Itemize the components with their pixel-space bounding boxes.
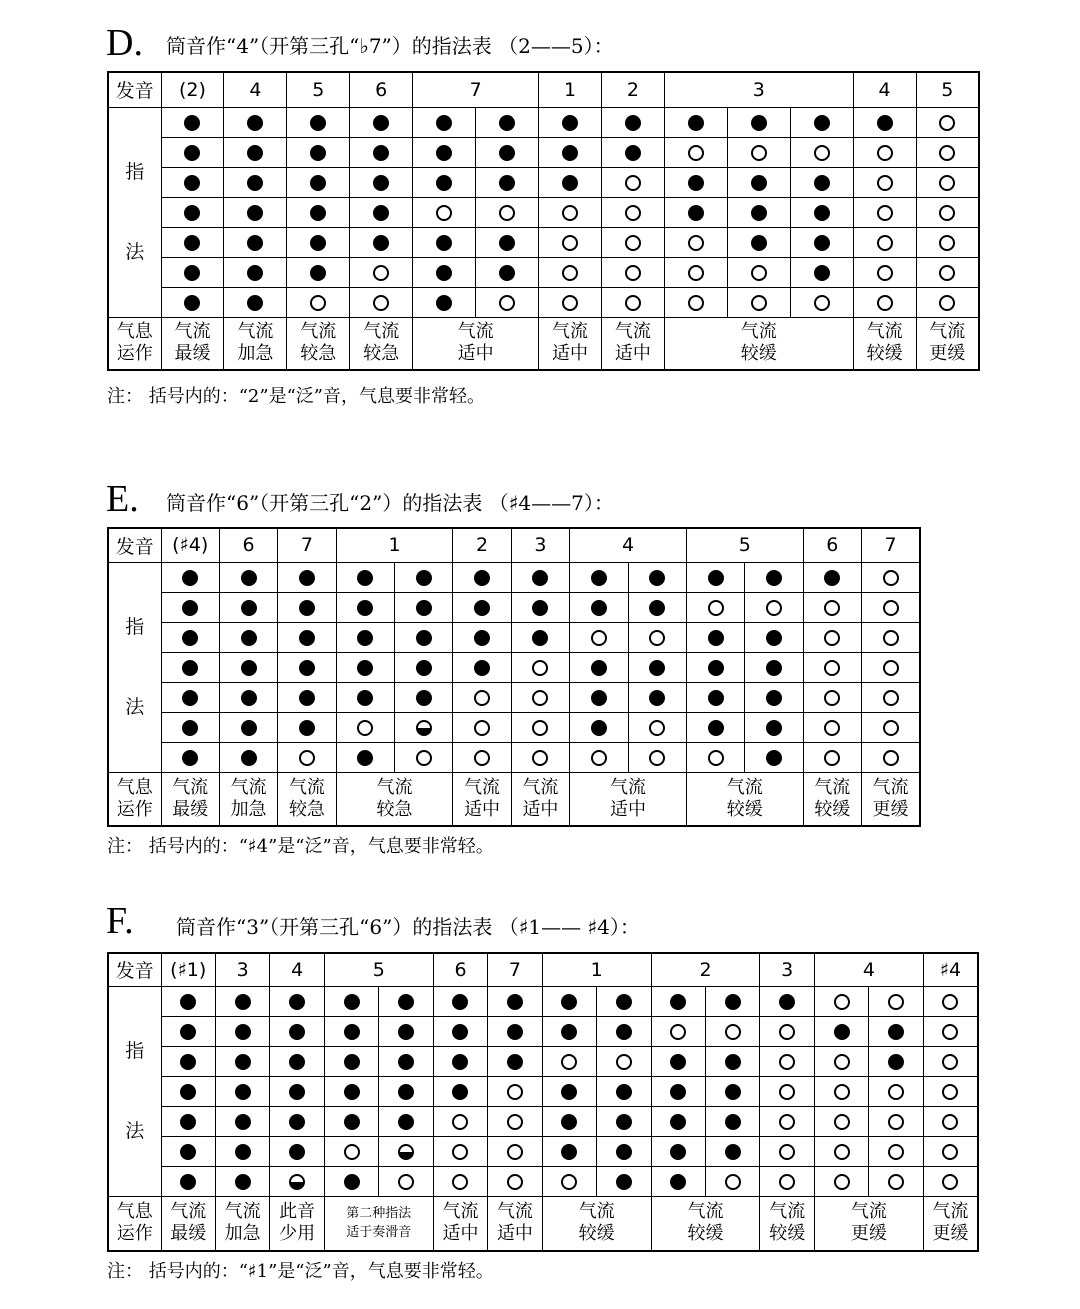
open-hole-icon	[725, 1024, 741, 1040]
pitch-header: 5	[916, 72, 979, 107]
hole-cell	[923, 1076, 978, 1106]
closed-hole-icon	[725, 1084, 741, 1100]
hole-cell	[923, 1016, 978, 1046]
closed-hole-icon	[180, 1024, 196, 1040]
pitch-header: 7	[488, 953, 542, 986]
pitch-header: 1	[539, 72, 602, 107]
hole-cell	[161, 1166, 215, 1196]
fingering-label-char: 指	[125, 616, 145, 638]
breath-instruction: 气流 适中	[511, 772, 569, 826]
hole-cell	[270, 1016, 324, 1046]
hole-cell	[651, 1166, 705, 1196]
hole-cell	[706, 1166, 760, 1196]
closed-hole-icon	[289, 1024, 305, 1040]
open-hole-icon	[942, 1084, 958, 1100]
hole-cell	[433, 1016, 487, 1046]
closed-hole-icon	[344, 1024, 360, 1040]
hole-cell	[215, 1136, 269, 1166]
open-hole-icon	[942, 1144, 958, 1160]
hole-cell	[379, 1166, 433, 1196]
hole-cell	[814, 1046, 868, 1076]
breath-instruction: 气流 较缓	[803, 772, 861, 826]
pitch-header: 4	[224, 72, 287, 107]
closed-hole-icon	[888, 1024, 904, 1040]
closed-hole-icon	[725, 1114, 741, 1130]
hole-cell	[651, 1106, 705, 1136]
closed-hole-icon	[779, 994, 795, 1010]
closed-hole-icon	[616, 1084, 632, 1100]
breath-instruction: 气流 适中	[488, 1196, 542, 1251]
open-hole-icon	[452, 1114, 468, 1130]
hole-cell	[542, 1076, 596, 1106]
pitch-header: 1	[542, 953, 651, 986]
closed-hole-icon	[670, 1174, 686, 1190]
hole-cell	[651, 986, 705, 1016]
section-letter: D.	[106, 22, 143, 64]
hole-cell	[324, 1016, 378, 1046]
closed-hole-icon	[452, 994, 468, 1010]
section-note: 注： 括号内的：“♯1”是“泛”音，气息要非常轻。	[107, 1261, 494, 1282]
hole-cell	[270, 1106, 324, 1136]
breath-instruction: 气流 适中	[453, 772, 511, 826]
closed-hole-icon	[725, 1144, 741, 1160]
open-hole-icon	[616, 1054, 632, 1070]
hole-cell	[161, 1016, 215, 1046]
closed-hole-icon	[180, 1054, 196, 1070]
hole-cell	[814, 1106, 868, 1136]
hole-cell	[324, 1046, 378, 1076]
pitch-header: 3	[215, 953, 269, 986]
open-hole-icon	[779, 1114, 795, 1130]
open-hole-icon	[888, 1084, 904, 1100]
section-letter: F.	[106, 900, 134, 942]
hole-cell	[379, 1046, 433, 1076]
hole-cell	[324, 1166, 378, 1196]
hole-cell	[542, 986, 596, 1016]
closed-hole-icon	[616, 1114, 632, 1130]
pitch-header: (♯4)	[161, 528, 219, 562]
hole-cell	[814, 1166, 868, 1196]
breath-instruction: 气流 加急	[215, 1196, 269, 1251]
breath-instruction: 气流 适中	[413, 317, 539, 370]
open-hole-icon	[888, 1174, 904, 1190]
closed-hole-icon	[235, 1174, 251, 1190]
open-hole-icon	[561, 1054, 577, 1070]
fingering-label-char: 法	[125, 1120, 145, 1142]
closed-hole-icon	[834, 1024, 850, 1040]
hole-cell	[379, 1076, 433, 1106]
pitch-header: 3	[760, 953, 814, 986]
open-hole-icon	[779, 1054, 795, 1070]
fingering-row-label	[108, 986, 161, 1196]
pitch-header: 6	[433, 953, 487, 986]
hole-cell	[270, 1046, 324, 1076]
hole-cell	[161, 986, 215, 1016]
hole-cell	[760, 1076, 814, 1106]
hole-cell	[814, 1016, 868, 1046]
open-hole-icon	[942, 1114, 958, 1130]
closed-hole-icon	[398, 1084, 414, 1100]
open-hole-icon	[888, 1144, 904, 1160]
hole-cell	[270, 1076, 324, 1106]
hole-cell	[923, 986, 978, 1016]
section-note: 注： 括号内的：“♯4”是“泛”音，气息要非常轻。	[107, 836, 494, 857]
hole-cell	[869, 1166, 923, 1196]
hole-cell	[433, 1166, 487, 1196]
closed-hole-icon	[235, 1144, 251, 1160]
hole-cell	[488, 986, 542, 1016]
open-hole-icon	[344, 1144, 360, 1160]
hole-cell	[760, 1136, 814, 1166]
hole-cell	[542, 1136, 596, 1166]
closed-hole-icon	[507, 994, 523, 1010]
hole-cell	[760, 1046, 814, 1076]
hole-cell	[651, 1076, 705, 1106]
hole-cell	[706, 1046, 760, 1076]
hole-cell	[706, 986, 760, 1016]
hole-cell	[433, 1106, 487, 1136]
hole-cell	[488, 1136, 542, 1166]
open-hole-icon	[507, 1114, 523, 1130]
hole-cell	[542, 1046, 596, 1076]
breath-instruction: 气流 较缓	[853, 317, 916, 370]
closed-hole-icon	[452, 1054, 468, 1070]
open-hole-icon	[779, 1024, 795, 1040]
fingering-label-char: 指	[125, 1040, 145, 1062]
closed-hole-icon	[180, 1084, 196, 1100]
closed-hole-icon	[180, 994, 196, 1010]
breath-row-label: 气息 运作	[108, 772, 161, 826]
closed-hole-icon	[235, 1054, 251, 1070]
pitch-header: 5	[324, 953, 433, 986]
hole-cell	[215, 1016, 269, 1046]
open-hole-icon	[942, 1024, 958, 1040]
hole-cell	[597, 986, 651, 1016]
hole-cell	[270, 986, 324, 1016]
hole-cell	[433, 986, 487, 1016]
hole-cell	[760, 1106, 814, 1136]
closed-hole-icon	[344, 1054, 360, 1070]
hole-cell	[597, 1106, 651, 1136]
closed-hole-icon	[180, 1174, 196, 1190]
hole-cell	[814, 1076, 868, 1106]
open-hole-icon	[452, 1174, 468, 1190]
hole-cell	[760, 1016, 814, 1046]
closed-hole-icon	[670, 1144, 686, 1160]
pitch-header: 7	[862, 528, 921, 562]
hole-cell	[869, 1046, 923, 1076]
open-hole-icon	[942, 994, 958, 1010]
hole-cell	[488, 1106, 542, 1136]
pitch-row-label: 发音	[108, 72, 161, 107]
pitch-header: 6	[219, 528, 277, 562]
hole-cell	[923, 1046, 978, 1076]
pitch-header: 2	[651, 953, 760, 986]
closed-hole-icon	[561, 1144, 577, 1160]
open-hole-icon	[398, 1174, 414, 1190]
closed-hole-icon	[616, 1144, 632, 1160]
hole-cell	[488, 1046, 542, 1076]
closed-hole-icon	[616, 1174, 632, 1190]
pitch-header: 7	[278, 528, 336, 562]
hole-cell	[542, 1166, 596, 1196]
hole-cell	[651, 1046, 705, 1076]
breath-instruction: 气流 适中	[601, 317, 664, 370]
hole-cell	[324, 1076, 378, 1106]
hole-cell	[597, 1136, 651, 1166]
closed-hole-icon	[561, 994, 577, 1010]
closed-hole-icon	[616, 1024, 632, 1040]
open-hole-icon	[834, 1144, 850, 1160]
breath-instruction: 气流 最缓	[161, 772, 219, 826]
pitch-header: (2)	[161, 72, 224, 107]
open-hole-icon	[507, 1144, 523, 1160]
hole-cell	[379, 1136, 433, 1166]
hole-cell	[542, 1016, 596, 1046]
fingering-label-char: 指	[125, 161, 145, 183]
hole-cell	[597, 1046, 651, 1076]
hole-cell	[597, 1076, 651, 1106]
breath-instruction: 气流 较缓	[686, 772, 803, 826]
closed-hole-icon	[398, 1114, 414, 1130]
open-hole-icon	[725, 1174, 741, 1190]
closed-hole-icon	[344, 1084, 360, 1100]
breath-instruction: 气流 适中	[539, 317, 602, 370]
hole-cell	[869, 1106, 923, 1136]
fingering-label-char: 法	[125, 241, 145, 263]
pitch-header: 1	[336, 528, 453, 562]
open-hole-icon	[834, 994, 850, 1010]
pitch-header: 4	[814, 953, 923, 986]
hole-cell	[433, 1136, 487, 1166]
hole-cell	[706, 1076, 760, 1106]
pitch-header: 5	[686, 528, 803, 562]
closed-hole-icon	[507, 1024, 523, 1040]
pitch-header: ♯4	[923, 953, 978, 986]
closed-hole-icon	[561, 1024, 577, 1040]
breath-instruction: 气流 适中	[433, 1196, 487, 1251]
open-hole-icon	[779, 1084, 795, 1100]
hole-cell	[161, 1106, 215, 1136]
open-hole-icon	[561, 1174, 577, 1190]
hole-cell	[379, 986, 433, 1016]
pitch-header: 3	[664, 72, 853, 107]
breath-row-label: 气息 运作	[108, 1196, 161, 1251]
closed-hole-icon	[670, 1114, 686, 1130]
section-note: 注： 括号内的：“2”是“泛”音，气息要非常轻。	[107, 386, 485, 407]
hole-cell	[869, 1016, 923, 1046]
breath-instruction: 气流 更缓	[862, 772, 921, 826]
open-hole-icon	[452, 1144, 468, 1160]
closed-hole-icon	[670, 1054, 686, 1070]
closed-hole-icon	[235, 1024, 251, 1040]
hole-cell	[161, 1046, 215, 1076]
hole-cell	[597, 1166, 651, 1196]
closed-hole-icon	[452, 1084, 468, 1100]
hole-cell	[488, 1016, 542, 1046]
open-hole-icon	[670, 1024, 686, 1040]
breath-instruction: 气流 较缓	[760, 1196, 814, 1251]
hole-cell	[324, 1106, 378, 1136]
breath-instruction: 气流 更缓	[916, 317, 979, 370]
breath-instruction: 此音 少用	[270, 1196, 324, 1251]
closed-hole-icon	[289, 1054, 305, 1070]
closed-hole-icon	[344, 1114, 360, 1130]
hole-cell	[542, 1106, 596, 1136]
hole-cell	[270, 1136, 324, 1166]
hole-cell	[215, 1076, 269, 1106]
breath-instruction: 气流 最缓	[161, 1196, 215, 1251]
hole-cell	[651, 1136, 705, 1166]
hole-cell	[706, 1016, 760, 1046]
section-letter: E.	[106, 478, 139, 520]
breath-instruction: 气流 最缓	[161, 317, 224, 370]
hole-cell	[215, 986, 269, 1016]
pitch-header: 7	[413, 72, 539, 107]
closed-hole-icon	[398, 1054, 414, 1070]
open-hole-icon	[888, 1114, 904, 1130]
pitch-header: 3	[511, 528, 569, 562]
breath-instruction: 气流 适中	[570, 772, 687, 826]
hole-cell	[597, 1016, 651, 1046]
closed-hole-icon	[344, 994, 360, 1010]
pitch-header: 6	[350, 72, 413, 107]
pitch-header: 4	[570, 528, 687, 562]
closed-hole-icon	[180, 1114, 196, 1130]
open-hole-icon	[942, 1054, 958, 1070]
closed-hole-icon	[289, 994, 305, 1010]
closed-hole-icon	[725, 994, 741, 1010]
pitch-header: 6	[803, 528, 861, 562]
hole-cell	[379, 1016, 433, 1046]
half-hole-icon	[289, 1174, 305, 1190]
closed-hole-icon	[235, 1114, 251, 1130]
hole-cell	[923, 1106, 978, 1136]
half-hole-icon	[398, 1144, 414, 1160]
pitch-row-label: 发音	[108, 953, 161, 986]
breath-instruction: 气流 较急	[287, 317, 350, 370]
hole-cell	[706, 1136, 760, 1166]
hole-cell	[760, 1166, 814, 1196]
closed-hole-icon	[235, 994, 251, 1010]
hole-cell	[760, 986, 814, 1016]
pitch-header: 2	[453, 528, 511, 562]
breath-instruction: 气流 较缓	[651, 1196, 760, 1251]
pitch-header: 2	[601, 72, 664, 107]
hole-cell	[270, 1166, 324, 1196]
breath-instruction: 气流 更缓	[814, 1196, 923, 1251]
hole-cell	[488, 1076, 542, 1106]
closed-hole-icon	[725, 1054, 741, 1070]
breath-row-label: 气息 运作	[108, 317, 161, 370]
hole-cell	[814, 1136, 868, 1166]
hole-cell	[869, 986, 923, 1016]
closed-hole-icon	[561, 1114, 577, 1130]
pitch-row-label: 发音	[108, 528, 161, 562]
pitch-header: 4	[270, 953, 324, 986]
pitch-header: 5	[287, 72, 350, 107]
open-hole-icon	[834, 1174, 850, 1190]
hole-cell	[706, 1106, 760, 1136]
closed-hole-icon	[670, 994, 686, 1010]
closed-hole-icon	[235, 1084, 251, 1100]
section-title: 筒音作“4”（开第三孔“♭7”）的指法表 （2——5）：	[166, 34, 614, 58]
closed-hole-icon	[452, 1024, 468, 1040]
fingering-table	[107, 952, 979, 1252]
hole-cell	[215, 1046, 269, 1076]
hole-cell	[433, 1046, 487, 1076]
closed-hole-icon	[507, 1054, 523, 1070]
hole-cell	[923, 1166, 978, 1196]
closed-hole-icon	[670, 1084, 686, 1100]
hole-cell	[161, 1076, 215, 1106]
pitch-header: (♯1)	[161, 953, 215, 986]
pitch-header: 4	[853, 72, 916, 107]
breath-instruction: 气流 较缓	[542, 1196, 651, 1251]
closed-hole-icon	[289, 1114, 305, 1130]
hole-cell	[215, 1106, 269, 1136]
open-hole-icon	[834, 1054, 850, 1070]
open-hole-icon	[779, 1144, 795, 1160]
closed-hole-icon	[289, 1144, 305, 1160]
breath-instruction: 气流 较急	[278, 772, 336, 826]
hole-cell	[379, 1106, 433, 1136]
closed-hole-icon	[344, 1174, 360, 1190]
breath-instruction: 气流 较急	[350, 317, 413, 370]
hole-cell	[923, 1136, 978, 1166]
hole-cell	[651, 1016, 705, 1046]
open-hole-icon	[507, 1084, 523, 1100]
open-hole-icon	[779, 1174, 795, 1190]
hole-cell	[488, 1166, 542, 1196]
hole-cell	[433, 1076, 487, 1106]
open-hole-icon	[942, 1174, 958, 1190]
open-hole-icon	[834, 1114, 850, 1130]
hole-cell	[324, 1136, 378, 1166]
closed-hole-icon	[180, 1144, 196, 1160]
section-title: 筒音作“6”（开第三孔“2”）的指法表 （♯4——7）：	[166, 491, 614, 515]
breath-instruction: 气流 较急	[336, 772, 453, 826]
closed-hole-icon	[561, 1084, 577, 1100]
closed-hole-icon	[289, 1084, 305, 1100]
open-hole-icon	[834, 1084, 850, 1100]
closed-hole-icon	[398, 994, 414, 1010]
hole-cell	[869, 1136, 923, 1166]
section-title: 筒音作“3”（开第三孔“6”）的指法表 （♯1—— ♯4）：	[176, 915, 640, 939]
hole-cell	[161, 1136, 215, 1166]
open-hole-icon	[888, 994, 904, 1010]
closed-hole-icon	[888, 1054, 904, 1070]
hole-cell	[869, 1076, 923, 1106]
breath-instruction: 气流 较缓	[664, 317, 853, 370]
hole-cell	[814, 986, 868, 1016]
fingering-label-char: 法	[125, 696, 145, 718]
hole-cell	[215, 1166, 269, 1196]
closed-hole-icon	[398, 1024, 414, 1040]
breath-instruction: 第二种指法 适于奏滑音	[324, 1196, 433, 1251]
breath-instruction: 气流 更缓	[923, 1196, 978, 1251]
closed-hole-icon	[616, 994, 632, 1010]
breath-instruction: 气流 加急	[224, 317, 287, 370]
hole-cell	[324, 986, 378, 1016]
breath-instruction: 气流 加急	[219, 772, 277, 826]
open-hole-icon	[507, 1174, 523, 1190]
